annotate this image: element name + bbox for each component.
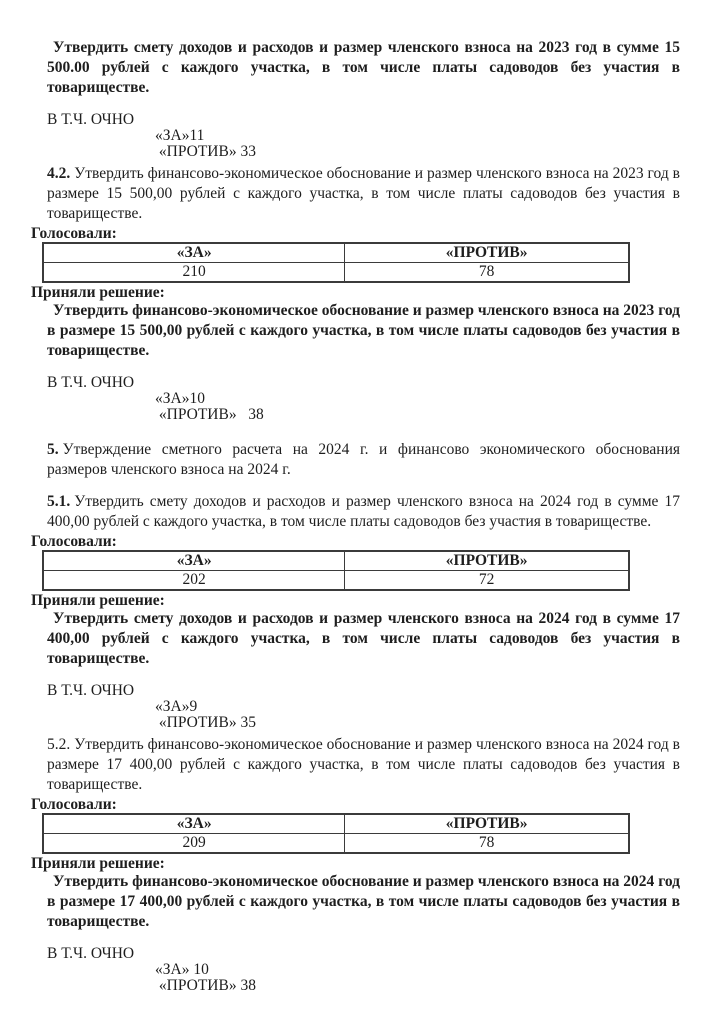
vote-table-5-2 [42,813,630,854]
decision-paragraph-4-2: Утвердить финансово-экономическое обоснование и размер членского взноса на 2023 год в размере 15 500,00 рублей с каждого участка, в том числе платы садоводов без участия в товариществе. [47,302,680,359]
voted-label: Голосовали: [31,533,117,550]
item-5-paragraph [47,440,680,480]
vote-protiv-line: «ПРОТИВ» 35 [155,714,256,731]
protiv-count-cell: 78 [345,834,629,854]
header-protiv-cell: «ПРОТИВ» [345,243,629,263]
vote-protiv-line: «ПРОТИВ» 38 [155,977,256,994]
item-5-1-paragraph [47,492,680,532]
za-count-cell: 210 [43,263,345,283]
vote-za-line: «ЗА»10 [155,390,205,407]
header-protiv-cell: «ПРОТИВ» [345,814,629,834]
in-person-label: В Т.Ч. ОЧНО [47,945,135,962]
item-4-2-paragraph [47,164,680,224]
table-header-row [43,814,629,834]
table-value-row [43,263,629,283]
za-count-cell: 209 [43,834,345,854]
decision-made-label: Приняли решение: [31,592,165,609]
decision-paragraph-5-1: Утвердить смету доходов и расходов и размер членского взноса на 2024 год в сумме 17 400,00 рублей с каждого участка, в том числе платы садоводов без участия в товариществе. [47,610,680,667]
decision-made-label: Приняли решение: [31,855,165,872]
item-4-2-number: 4.2. [47,165,71,182]
item-5-2-text: Утвердить финансово-экономическое обоснование и размер членского взноса на 2024 год в размере 17 400,00 рублей с каждого участка, в том числе платы садоводов без участия в товариществе. [47,736,680,793]
vote-protiv-line: «ПРОТИВ» 33 [155,143,256,160]
item-5-2-paragraph [47,735,680,795]
decision-paragraph-2023-fee: Утвердить смету доходов и расходов и размер членского взноса на 2023 год в сумме 15 500.00 рублей с каждого участка, в том числе платы садоводов без участия в товариществе. [47,39,680,96]
table-value-row [43,571,629,591]
table-value-row [43,834,629,854]
table-header-row [43,243,629,263]
in-person-label: В Т.Ч. ОЧНО [47,111,135,128]
in-person-label: В Т.Ч. ОЧНО [47,682,135,699]
item-4-2-text: Утвердить финансово-экономическое обоснование и размер членского взноса на 2023 год в размере 15 500,00 рублей с каждого участка, в том числе платы садоводов без участия в товариществе. [47,165,680,222]
voted-label: Голосовали: [31,225,117,242]
vote-table-4-2 [42,242,630,283]
vote-za-line: «ЗА»11 [155,127,205,144]
vote-protiv-line: «ПРОТИВ» 38 [155,406,264,423]
item-5-number: 5. [47,441,59,458]
vote-za-line: «ЗА» 10 [155,961,209,978]
vote-table-5-1 [42,550,630,591]
item-5-2-number: 5.2. [47,736,71,753]
header-protiv-cell: «ПРОТИВ» [345,551,629,571]
protiv-count-cell: 78 [345,263,629,283]
decision-made-label: Приняли решение: [31,284,165,301]
header-za-cell: «ЗА» [43,243,345,263]
header-za-cell: «ЗА» [43,551,345,571]
header-za-cell: «ЗА» [43,814,345,834]
table-header-row [43,551,629,571]
voted-label: Голосовали: [31,796,117,813]
za-count-cell: 202 [43,571,345,591]
decision-paragraph-5-2: Утвердить финансово-экономическое обоснование и размер членского взноса на 2024 год в размере 17 400,00 рублей с каждого участка, в том числе платы садоводов без участия в товариществе. [47,873,680,930]
item-5-1-text: Утвердить смету доходов и расходов и размер членского взноса на 2024 год в сумме 17 400,00 рублей с каждого участка, в том числе платы садоводов без участия в товариществе. [47,493,680,530]
in-person-label: В Т.Ч. ОЧНО [47,374,135,391]
item-5-1-number: 5.1. [47,493,71,510]
protiv-count-cell: 72 [345,571,629,591]
vote-za-line: «ЗА»9 [155,698,198,715]
item-5-text: Утверждение сметного расчета на 2024 г. и финансово экономического обоснования размеров членского взноса на 2024 г. [47,441,680,478]
